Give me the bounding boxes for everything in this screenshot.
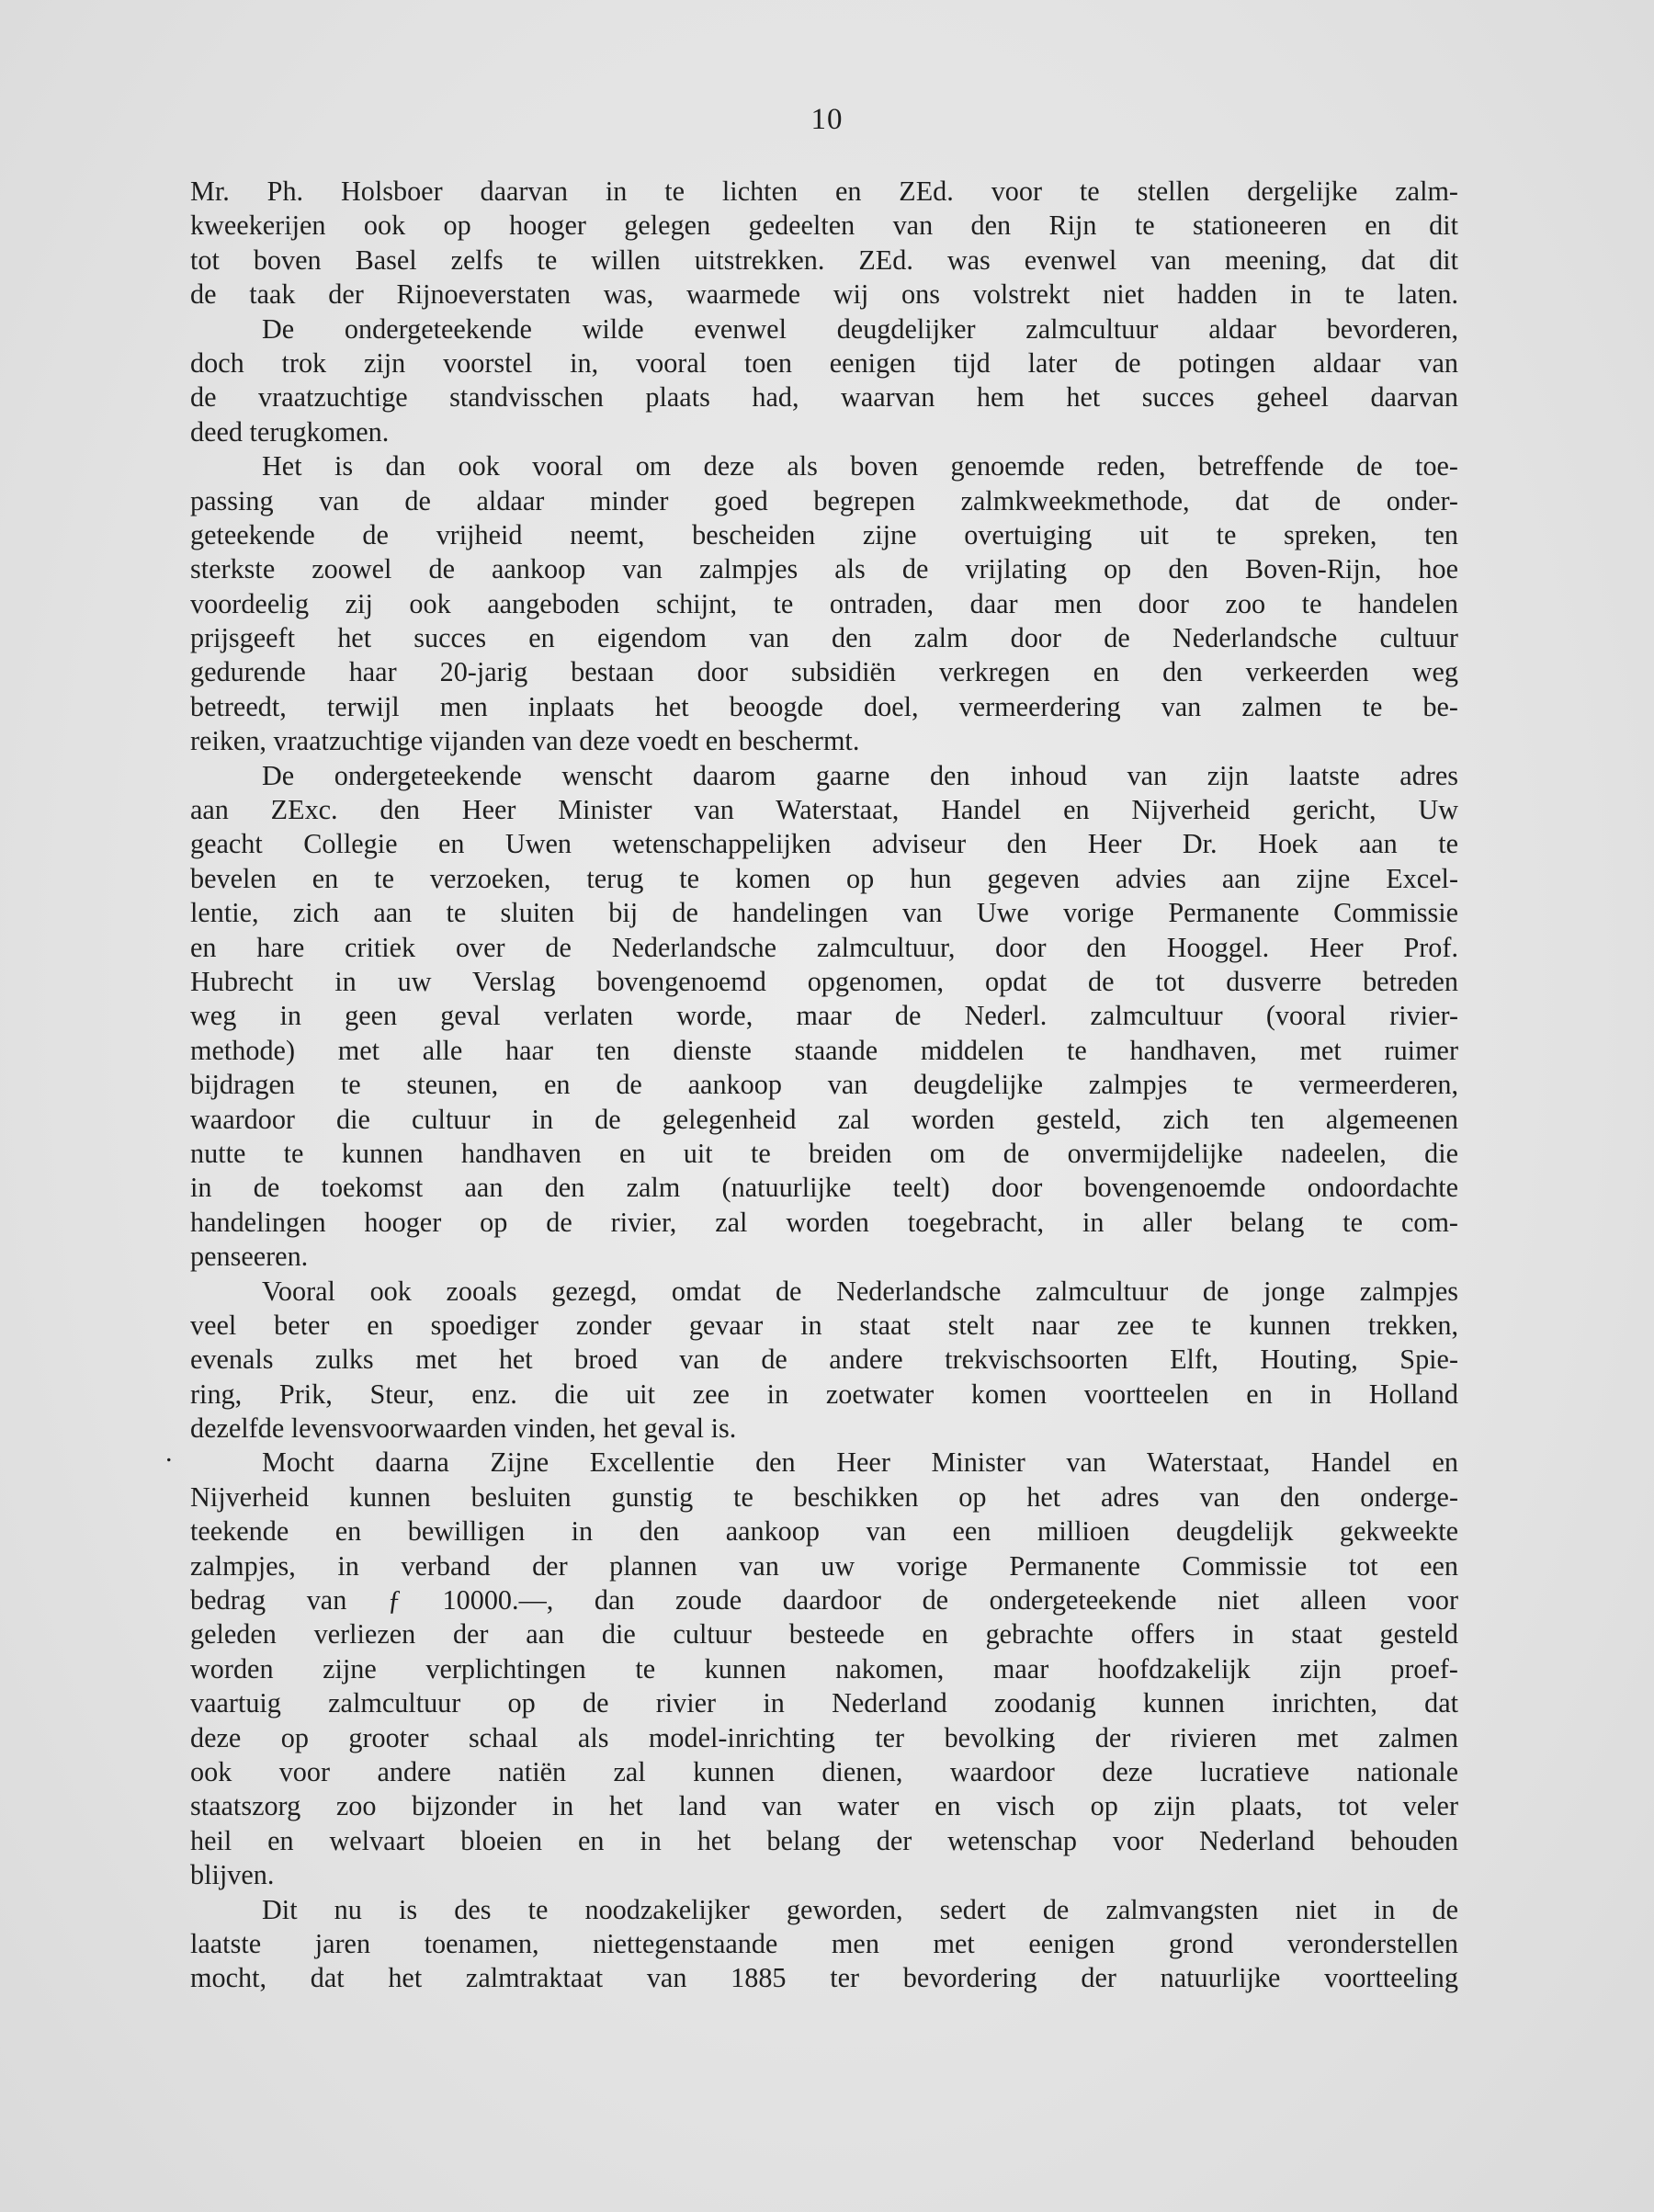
text-line: teekende en bewilligen in den aankoop van een millioen deugdelijk gekweekte: [190, 1515, 1458, 1548]
text-line: weg in geen geval verlaten worde, maar de Nederl. zalmcultuur (vooral rivier-: [190, 1000, 1458, 1032]
text-line: evenals zulks met het broed van de andere trekvischsoorten Elft, Houting, Spie-: [190, 1344, 1458, 1376]
text-line: handelingen hooger op de rivier, zal worden toegebracht, in aller belang te com-: [190, 1206, 1458, 1238]
text-line: heil en welvaart bloeien en in het belang der wetenschap voor Nederland behouden: [190, 1824, 1458, 1856]
text-line: deze op grooter schaal als model-inrichting ter bevolking der rivieren met zalmen: [190, 1721, 1458, 1753]
text-line: nutte te kunnen handhaven en uit te breiden om de onvermijdelijke nadeelen, die: [190, 1137, 1458, 1169]
text-line: Mocht daarna Zijne Excellentie den Heer Minister van Waterstaat, Handel en: [262, 1446, 1458, 1479]
text-line: ook voor andere natiën zal kunnen dienen, waardoor deze lucratieve nationale: [190, 1755, 1458, 1787]
text-line: de taak der Rijnoeverstaten was, waarmede wij ons volstrekt niet hadden in te laten.: [190, 278, 1458, 311]
text-line: bijdragen te steunen, en de aankoop van deugdelijke zalmpjes te vermeerderen,: [190, 1069, 1458, 1101]
page-number: 10: [810, 103, 844, 136]
text-line: betreedt, terwijl men inplaats het beoogde doel, vermeerdering van zalmen te be-: [190, 690, 1458, 722]
text-line: laatste jaren toenamen, niettegenstaande men met eenigen grond veronderstellen: [190, 1927, 1458, 1959]
text-line: lentie, zich aan te sluiten bij de handelingen van Uwe vorige Permanente Commissie: [190, 897, 1458, 929]
text-line: blijven.: [190, 1859, 275, 1891]
body-text: [190, 175, 1458, 1996]
text-line: De ondergeteekende wilde evenwel deugdelijker zalmcultuur aldaar bevorderen,: [262, 312, 1458, 345]
text-line: Hubrecht in uw Verslag bovengenoemd opgenomen, opdat de tot dusverre betreden: [190, 965, 1458, 997]
text-line: aan ZExc. den Heer Minister van Waterstaat, Handel en Nijverheid gericht, Uw: [190, 794, 1458, 826]
text-line: Dit nu is des te noodzakelijker geworden, sedert de zalmvangsten niet in de: [262, 1893, 1458, 1925]
text-line: zalmpjes, in verband der plannen van uw vorige Permanente Commissie tot een: [190, 1549, 1458, 1582]
text-line: sterkste zoowel de aankoop van zalmpjes als de vrijlating op den Boven-Rijn, hoe: [190, 553, 1458, 585]
text-line: penseeren.: [190, 1241, 309, 1273]
text-line: staatszorg zoo bijzonder in het land van water en visch op zijn plaats, tot veler: [190, 1790, 1458, 1822]
text-line: gedurende haar 20-jarig bestaan door subsidiën verkregen en den verkeerden weg: [190, 656, 1458, 688]
text-line: doch trok zijn voorstel in, vooral toen eenigen tijd later de potingen aldaar van: [190, 346, 1458, 379]
text-line: De ondergeteekende wenscht daarom gaarne den inhoud van zijn laatste adres: [262, 759, 1458, 791]
text-line: in de toekomst aan den zalm (natuurlijke teelt) door bovengenoemde ondoordachte: [190, 1172, 1458, 1204]
text-line: ring, Prik, Steur, enz. die uit zee in zoetwater komen voortteelen en in Holland: [190, 1378, 1458, 1410]
text-line: voordeelig zij ook aangeboden schijnt, te ontraden, daar men door zoo te handelen: [190, 587, 1458, 619]
text-line: mocht, dat het zalmtraktaat van 1885 ter bevordering der natuurlijke voortteeling: [190, 1962, 1458, 1994]
text-line: passing van de aldaar minder goed begrepen zalmkweekmethode, dat de onder-: [190, 484, 1458, 516]
text-line: de vraatzuchtige standvisschen plaats had, waarvan hem het succes geheel daarvan: [190, 381, 1458, 414]
margin-mark: .: [165, 1437, 173, 1468]
text-line: methode) met alle haar ten dienste staande middelen te handhaven, met ruimer: [190, 1034, 1458, 1066]
text-line: bedrag van ƒ 10000.—, dan zoude daardoor de ondergeteekende niet alleen voor: [190, 1584, 1458, 1616]
text-line: waardoor die cultuur in de gelegenheid zal worden gesteld, zich ten algemeenen: [190, 1103, 1458, 1135]
text-line: Mr. Ph. Holsboer daarvan in te lichten en ZEd. voor te stellen dergelijke zalm-: [190, 176, 1458, 207]
text-line: Nijverheid kunnen besluiten gunstig te beschikken op het adres van den onderge-: [190, 1480, 1458, 1513]
text-line: bevelen en te verzoeken, terug te komen op hun gegeven advies aan zijne Excel-: [190, 862, 1458, 894]
text-line: kweekerijen ook op hooger gelegen gedeelten van den Rijn te stationeeren en dit: [190, 210, 1458, 242]
text-line: tot boven Basel zelfs te willen uitstrekken. ZEd. was evenwel van meening, dat dit: [190, 244, 1458, 276]
text-line: prijsgeeft het succes en eigendom van den zalm door de Nederlandsche cultuur: [190, 622, 1458, 654]
text-line: Het is dan ook vooral om deze als boven genoemde reden, betreffende de toe-: [262, 450, 1458, 482]
text-line: geacht Collegie en Uwen wetenschappelijken adviseur den Heer Dr. Hoek aan te: [190, 828, 1458, 860]
text-line: deed terugkomen.: [190, 415, 390, 448]
text-line: geteekende de vrijheid neemt, bescheiden zijne overtuiging uit te spreken, ten: [190, 518, 1458, 550]
text-line: Vooral ook zooals gezegd, omdat de Nederlandsche zalmcultuur de jonge zalmpjes: [262, 1275, 1458, 1307]
text-line: geleden verliezen der aan die cultuur besteede en gebrachte offers in staat gesteld: [190, 1618, 1458, 1650]
text-line: reiken, vraatzuchtige vijanden van deze voedt en beschermt.: [190, 725, 860, 757]
text-line: vaartuig zalmcultuur op de rivier in Nederland zoodanig kunnen inrichten, dat: [190, 1687, 1458, 1719]
text-line: veel beter en spoediger zonder gevaar in staat stelt naar zee te kunnen trekken,: [190, 1309, 1458, 1341]
text-line: dezelfde levensvoorwaarden vinden, het geval is.: [190, 1412, 737, 1445]
text-line: en hare critiek over de Nederlandsche zalmcultuur, door den Hooggel. Heer Prof.: [190, 931, 1458, 963]
text-line: worden zijne verplichtingen te kunnen nakomen, maar hoofdzakelijk zijn proef-: [190, 1652, 1458, 1685]
